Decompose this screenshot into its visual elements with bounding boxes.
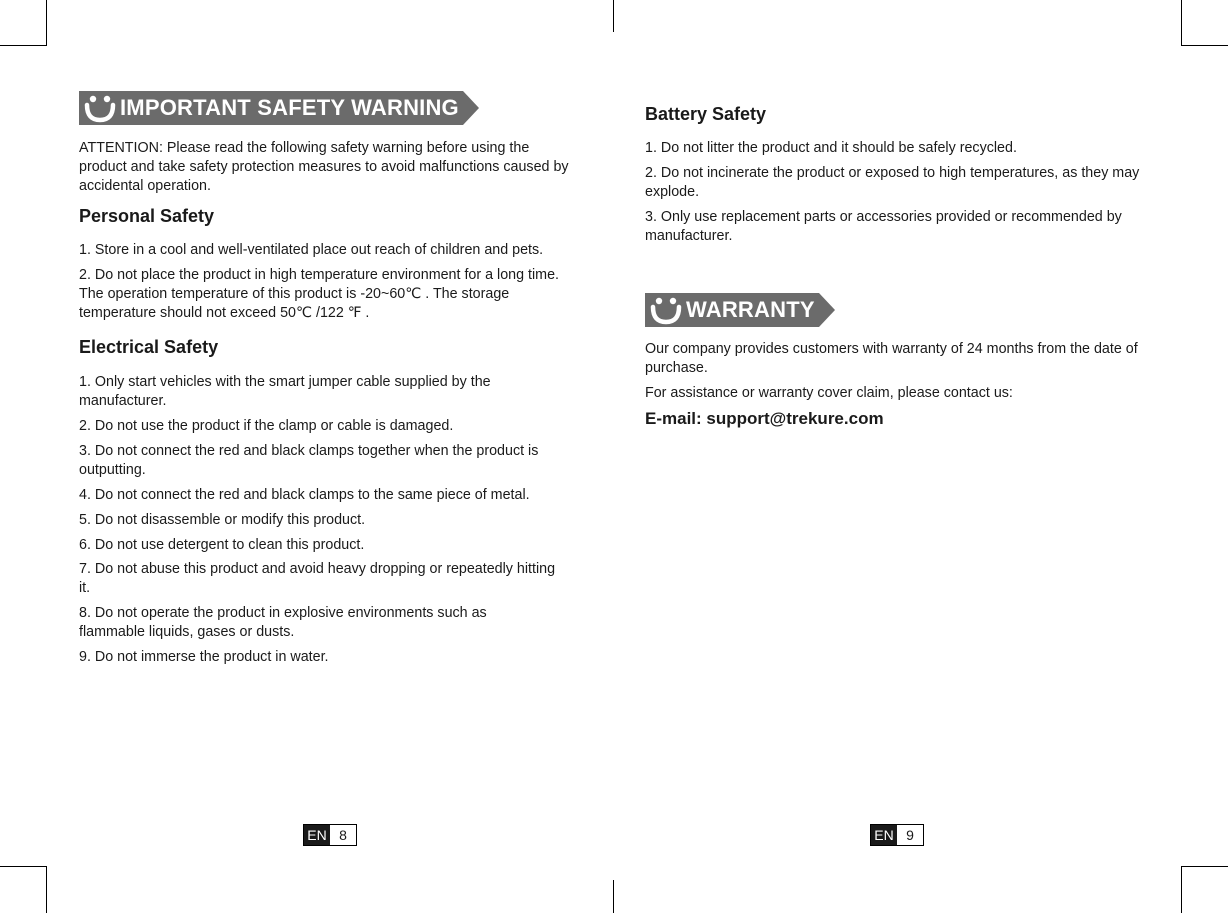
list-item: 7. Do not abuse this product and avoid heavy dropping or repeatedly hitting it.	[79, 561, 556, 596]
list-item: 6. Do not use detergent to clean this product.	[79, 537, 365, 553]
page-num: 8	[330, 825, 356, 845]
page-lang: EN	[304, 825, 330, 845]
battery-safety-heading: Battery Safety	[645, 104, 767, 124]
list-item: 3. Do not connect the red and black clamps together when the product is outputting.	[79, 443, 539, 478]
list-item: 1. Do not litter the product and it should be safely recycled.	[645, 140, 1017, 156]
warranty-title: WARRANTY	[686, 297, 815, 322]
list-item: 1. Only start vehicles with the smart jumper cable supplied by the manufacturer.	[79, 374, 491, 409]
list-item: 2. Do not incinerate the product or exposed to high temperatures, as they may explode.	[645, 165, 1140, 200]
attention-text: ATTENTION: Please read the following safety warning before using the product and take safety protection measures to avoid malfunctions caused by accidental operation.	[79, 140, 569, 194]
warranty-banner	[645, 293, 835, 327]
list-item: 4. Do not connect the red and black clamps to the same piece of metal.	[79, 487, 530, 503]
crop-mark	[1181, 0, 1182, 46]
support-email[interactable]: E-mail: support@trekure.com	[645, 409, 884, 428]
crop-mark	[0, 45, 46, 46]
banner-arrow	[819, 293, 835, 327]
banner-arrow	[463, 91, 479, 125]
page-number-left	[303, 824, 357, 846]
list-item: 2. Do not use the product if the clamp or cable is damaged.	[79, 418, 454, 434]
list-item: 5. Do not disassemble or modify this product.	[79, 512, 366, 528]
banner-title: IMPORTANT SAFETY WARNING	[120, 95, 459, 120]
electrical-safety-heading: Electrical Safety	[79, 337, 219, 357]
safety-warning-banner	[79, 91, 479, 125]
crop-mark	[46, 866, 47, 913]
crop-mark	[613, 880, 614, 913]
crop-mark	[0, 866, 46, 867]
crop-mark	[46, 0, 47, 46]
assistance-text: For assistance or warranty cover claim, please contact us:	[645, 385, 1013, 401]
page-number-right	[870, 824, 924, 846]
smile-icon	[649, 295, 683, 325]
smile-icon	[83, 93, 117, 123]
page-num: 9	[897, 825, 923, 845]
list-item: 2. Do not place the product in high temperature environment for a long time. The operation temperature of this product is -20~60℃ . The storage temperature should not exceed 50℃ /122 ℉ .	[79, 267, 560, 321]
list-item: 8. Do not operate the product in explosive environments such as flammable liquids, gases or dusts.	[79, 605, 487, 640]
page-lang: EN	[871, 825, 897, 845]
list-item: 3. Only use replacement parts or accessories provided or recommended by manufacturer.	[645, 209, 1122, 244]
crop-mark	[1181, 45, 1228, 46]
list-item: 9. Do not immerse the product in water.	[79, 649, 329, 665]
warranty-text: Our company provides customers with warranty of 24 months from the date of purchase.	[645, 341, 1138, 376]
crop-mark	[1181, 866, 1228, 867]
list-item: 1. Store in a cool and well-ventilated place out reach of children and pets.	[79, 242, 544, 258]
crop-mark	[1181, 866, 1182, 913]
personal-safety-heading: Personal Safety	[79, 206, 215, 226]
crop-mark	[613, 0, 614, 32]
